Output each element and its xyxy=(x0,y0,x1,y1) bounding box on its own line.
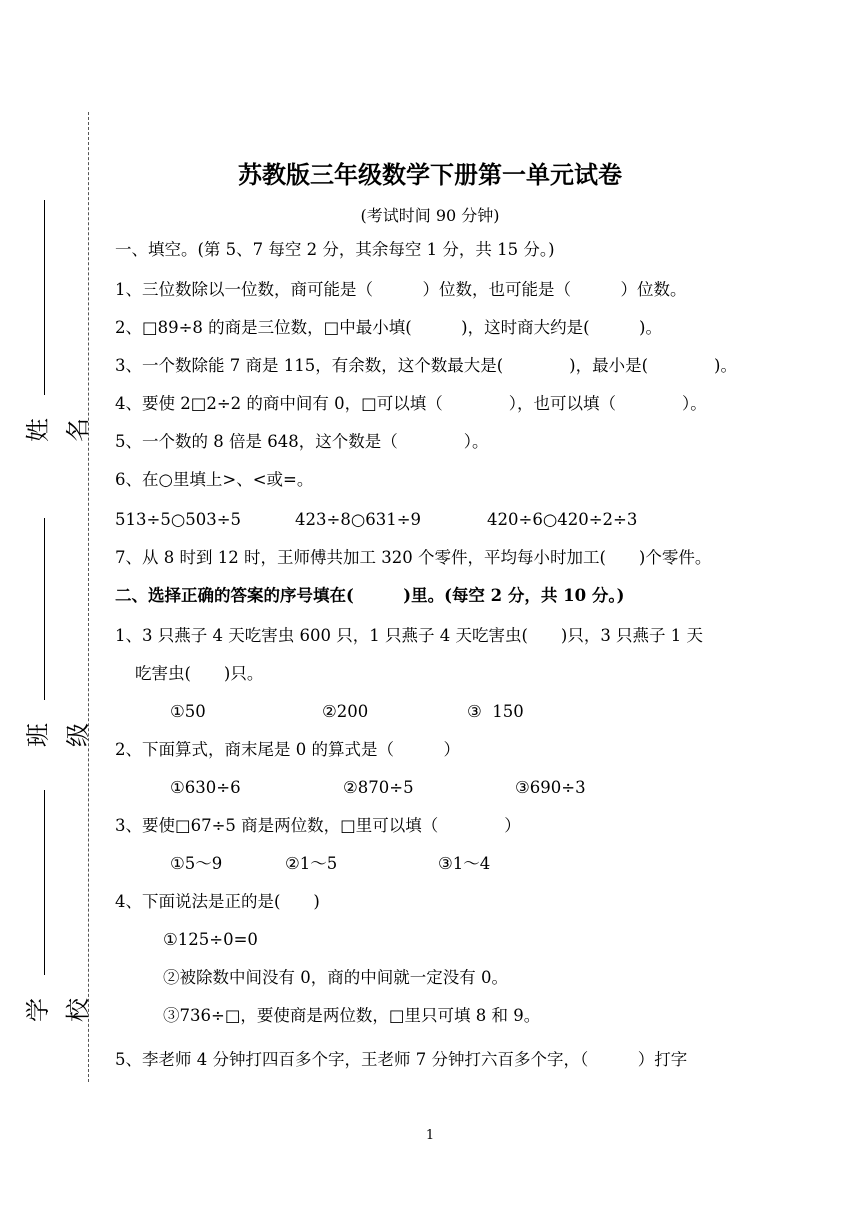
s2-question-4: 4、下面说法是正的是( ) xyxy=(115,892,320,911)
option: ②200 xyxy=(322,702,369,721)
comparison-item: 423÷8○631÷9 xyxy=(295,510,422,529)
binding-dashed-line xyxy=(88,112,89,1082)
class-underline xyxy=(44,518,45,700)
page-number: 1 xyxy=(425,1128,435,1143)
option: ②870÷5 xyxy=(343,778,414,797)
school-underline xyxy=(44,790,45,975)
option: ③ 150 xyxy=(467,702,524,721)
option: ①125÷0=0 xyxy=(163,930,258,949)
option: ②被除数中间没有 0，商的中间就一定没有 0。 xyxy=(163,968,508,987)
comparison-item: 513÷5○503÷5 xyxy=(115,510,242,529)
section1-heading: 一、填空。(第 5、7 每空 2 分，其余每空 1 分，共 15 分。) xyxy=(115,240,555,259)
s1-question-7: 7、从 8 时到 12 时，王师傅共加工 320 个零件，平均每小时加工( )个零件。 xyxy=(115,548,712,567)
s1-question-6: 6、在○里填上>、<或=。 xyxy=(115,470,314,489)
s2-question-1: 1、3 只燕子 4 天吃害虫 600 只，1 只燕子 4 天吃害虫( )只，3 只燕子 1 天 xyxy=(115,626,704,645)
s1-question-2: 2、□89÷8 的商是三位数，□中最小填( )，这时商大约是( )。 xyxy=(115,318,662,337)
option: ③1～4 xyxy=(438,854,491,873)
s1-question-3: 3、一个数除能 7 商是 115，有余数，这个数最大是( )，最小是( )。 xyxy=(115,356,737,375)
s1-question-4: 4、要使 2□2÷2 的商中间有 0，□可以填（ ），也可以填（ ）。 xyxy=(115,394,707,413)
s2-question-3: 3、要使□67÷5 商是两位数，□里可以填（ ） xyxy=(115,816,521,835)
s2-question-1-cont: 吃害虫( )只。 xyxy=(135,664,264,683)
name-label: 姓名 xyxy=(24,418,92,442)
comparison-item: 420÷6○420÷2÷3 xyxy=(487,510,638,529)
option: ①50 xyxy=(170,702,206,721)
class-label: 班级 xyxy=(24,723,92,747)
page-title: 苏教版三年级数学下册第一单元试卷 xyxy=(238,161,622,189)
school-label: 学校 xyxy=(24,998,92,1022)
s1-question-5: 5、一个数的 8 倍是 648，这个数是（ ）。 xyxy=(115,432,489,451)
s2-question-2: 2、下面算式，商末尾是 0 的算式是（ ） xyxy=(115,740,460,759)
section2-heading: 二、选择正确的答案的序号填在( )里。(每空 2 分，共 10 分。) xyxy=(115,586,625,605)
s1-question-1: 1、三位数除以一位数，商可能是（ ）位数，也可能是（ ）位数。 xyxy=(115,280,687,299)
s2-question-5: 5、李老师 4 分钟打四百多个字，王老师 7 分钟打六百多个字，（ ）打字 xyxy=(115,1050,688,1069)
option: ①5～9 xyxy=(170,854,223,873)
name-underline xyxy=(44,200,45,395)
option: ①630÷6 xyxy=(170,778,241,797)
option: ③690÷3 xyxy=(515,778,586,797)
exam-duration: (考试时间 90 分钟) xyxy=(360,206,500,225)
option: ③736÷□，要使商是两位数，□里只可填 8 和 9。 xyxy=(163,1006,541,1025)
option: ②1～5 xyxy=(285,854,338,873)
